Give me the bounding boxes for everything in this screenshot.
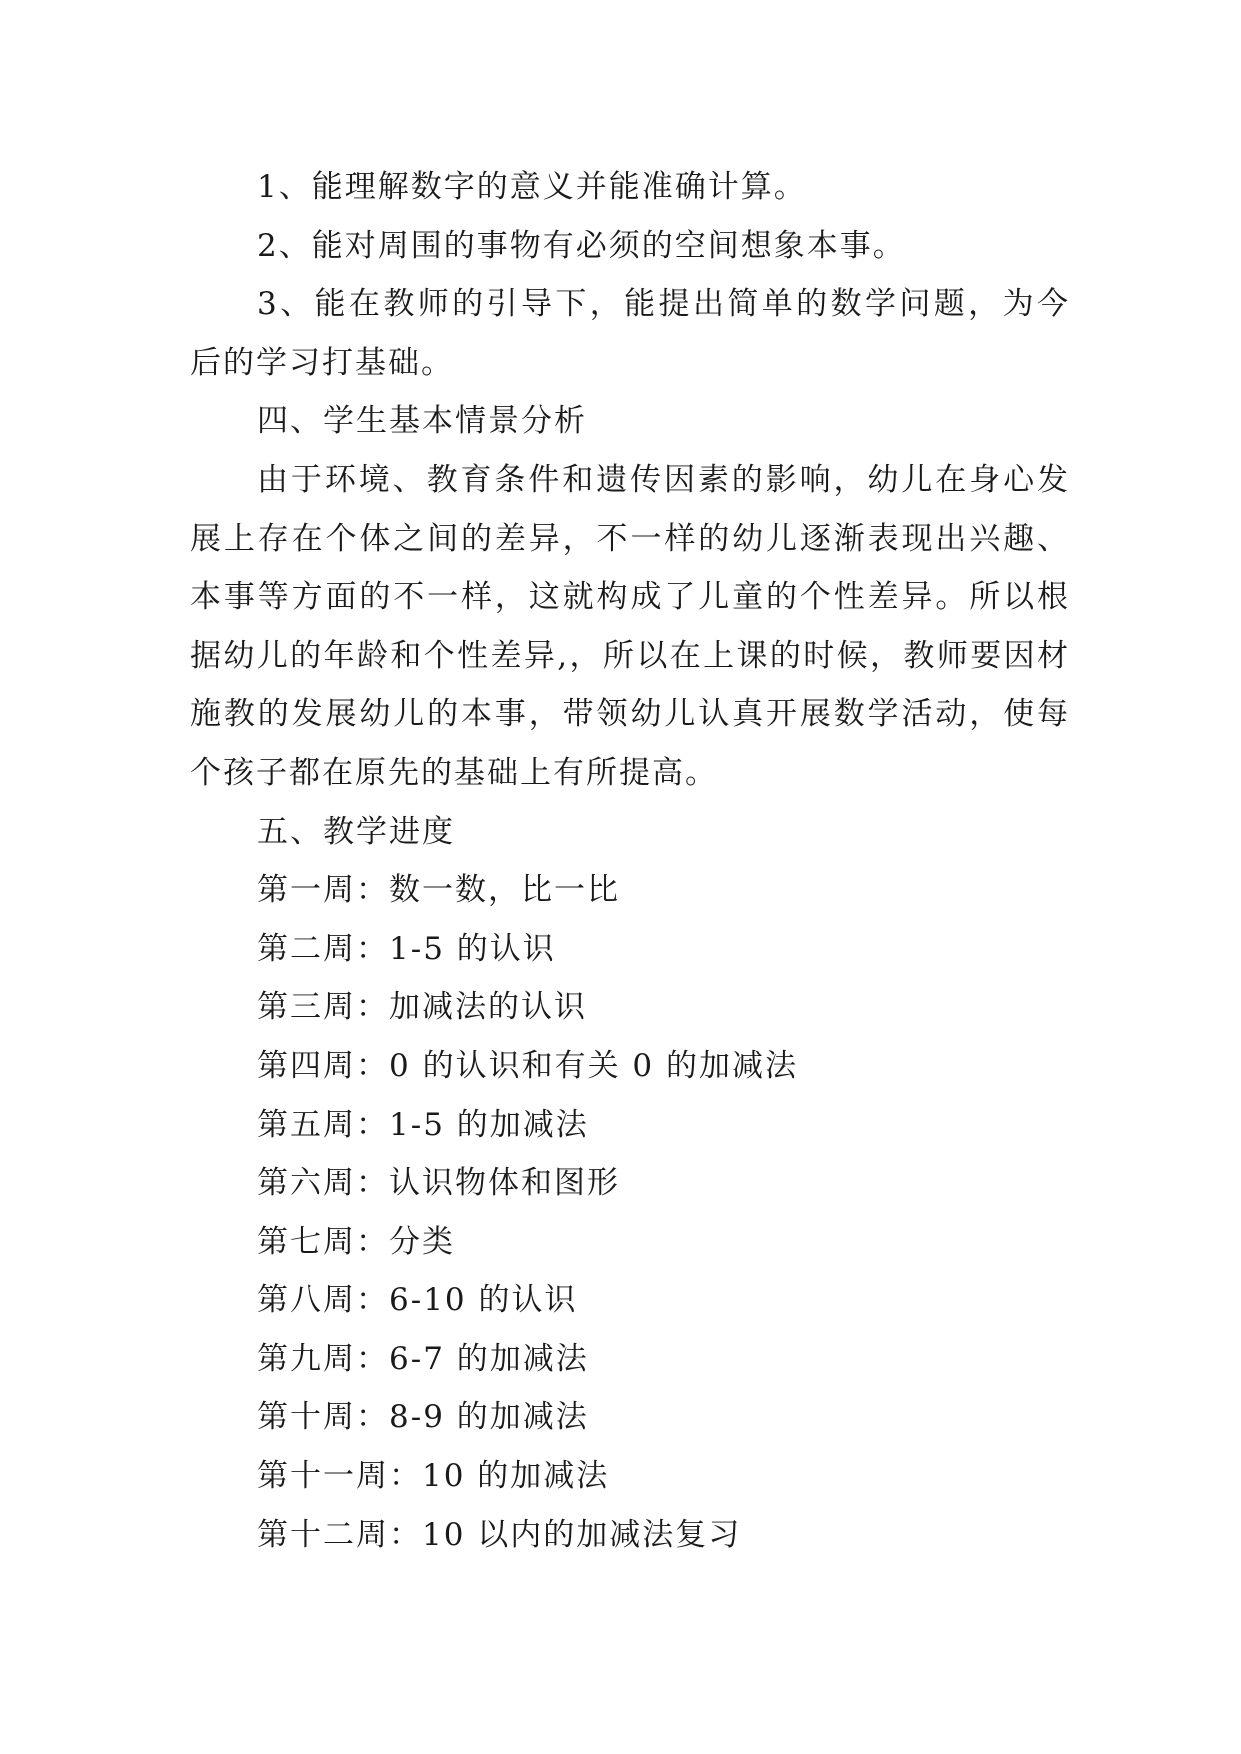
week-1: 第一周：数一数，比一比 (257, 872, 620, 909)
section-4-heading: 四、学生基本情景分析 (257, 403, 587, 440)
week-8: 第八周：6-10 的认识 (257, 1282, 578, 1319)
week-3: 第三周：加减法的认识 (257, 989, 587, 1026)
week-11: 第十一周：10 的加减法 (257, 1458, 610, 1495)
week-6: 第六周：认识物体和图形 (257, 1165, 620, 1202)
objective-3: 3、能在教师的引导下，能提出简单的数学问题，为今后的学习打基础。 (190, 286, 1070, 381)
week-10: 第十周：8-9 的加减法 (257, 1399, 589, 1436)
week-2: 第二周：1-5 的认识 (257, 930, 556, 967)
week-9: 第九周：6-7 的加减法 (257, 1340, 589, 1377)
week-7: 第七周：分类 (257, 1223, 455, 1260)
week-5: 第五周：1-5 的加减法 (257, 1106, 589, 1143)
week-12: 第十二周：10 以内的加减法复习 (257, 1516, 742, 1553)
document-body (190, 158, 1070, 1564)
objective-1: 1、能理解数字的意义并能准确计算。 (257, 169, 807, 205)
section-5-heading: 五、教学进度 (257, 813, 455, 850)
week-4: 第四周：0 的认识和有关 0 的加减法 (257, 1047, 799, 1084)
section-4-paragraph: 由于环境、教育条件和遗传因素的影响，幼儿在身心发展上存在个体之间的差异，不一样的幼儿逐渐表现出兴趣、本事等方面的不一样，这就构成了儿童的个性差异。所以根据幼儿的年龄和个性差异,，所以在上课的时候，教师要因材施教的发展幼儿的本事，带领幼儿认真开展数学活动，使每个孩子都在原先的基础上有所提高。 (190, 461, 1070, 791)
objective-2: 2、能对周围的事物有必须的空间想象本事。 (257, 227, 906, 264)
